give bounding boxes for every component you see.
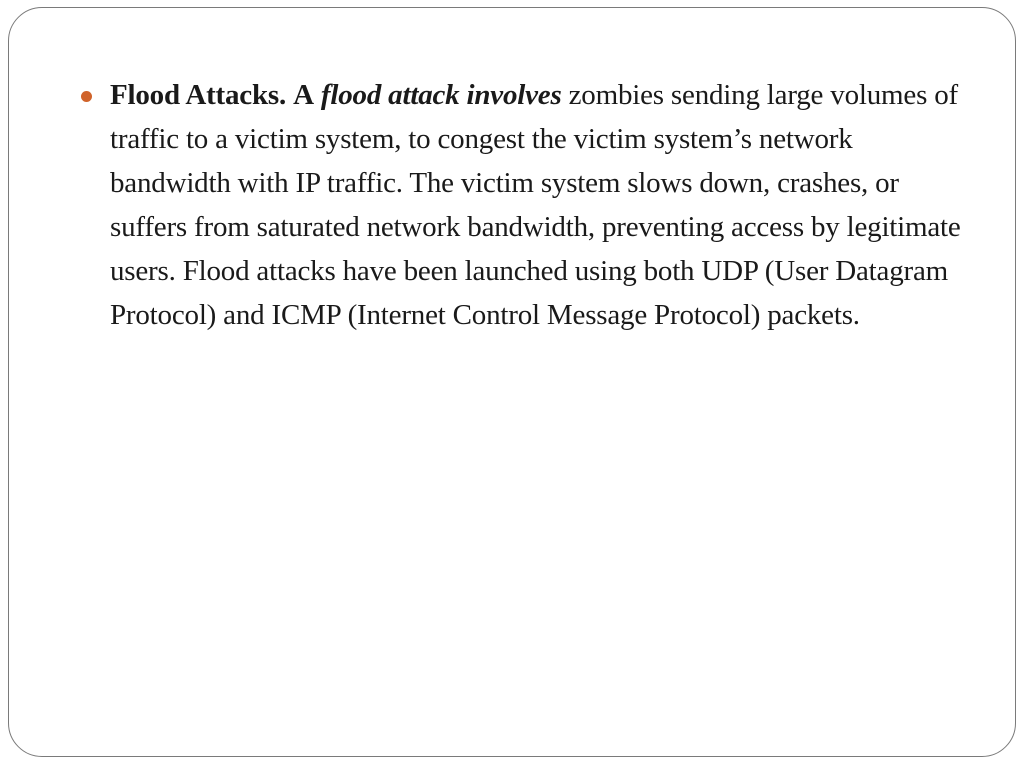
slide-frame bbox=[8, 7, 1016, 757]
bullet-lead-article: A bbox=[293, 79, 314, 111]
bullet-heading: Flood Attacks. bbox=[110, 79, 287, 111]
bullet-dot-icon bbox=[81, 91, 92, 102]
bullet-text bbox=[110, 73, 975, 337]
bullet-body: zombies sending large volumes of traffic to a victim system, to congest the victim system’s network bandwidth with IP traffic. The victim system slows down, crashes, or suffers from saturated network bandwidth, preventing access by legitimate users. Flood attacks have been launched using both UDP (User Datagram Protocol) and ICMP (Internet Control Message Protocol) packets. bbox=[110, 79, 961, 331]
bullet-emphasis: flood attack involves bbox=[320, 79, 562, 111]
